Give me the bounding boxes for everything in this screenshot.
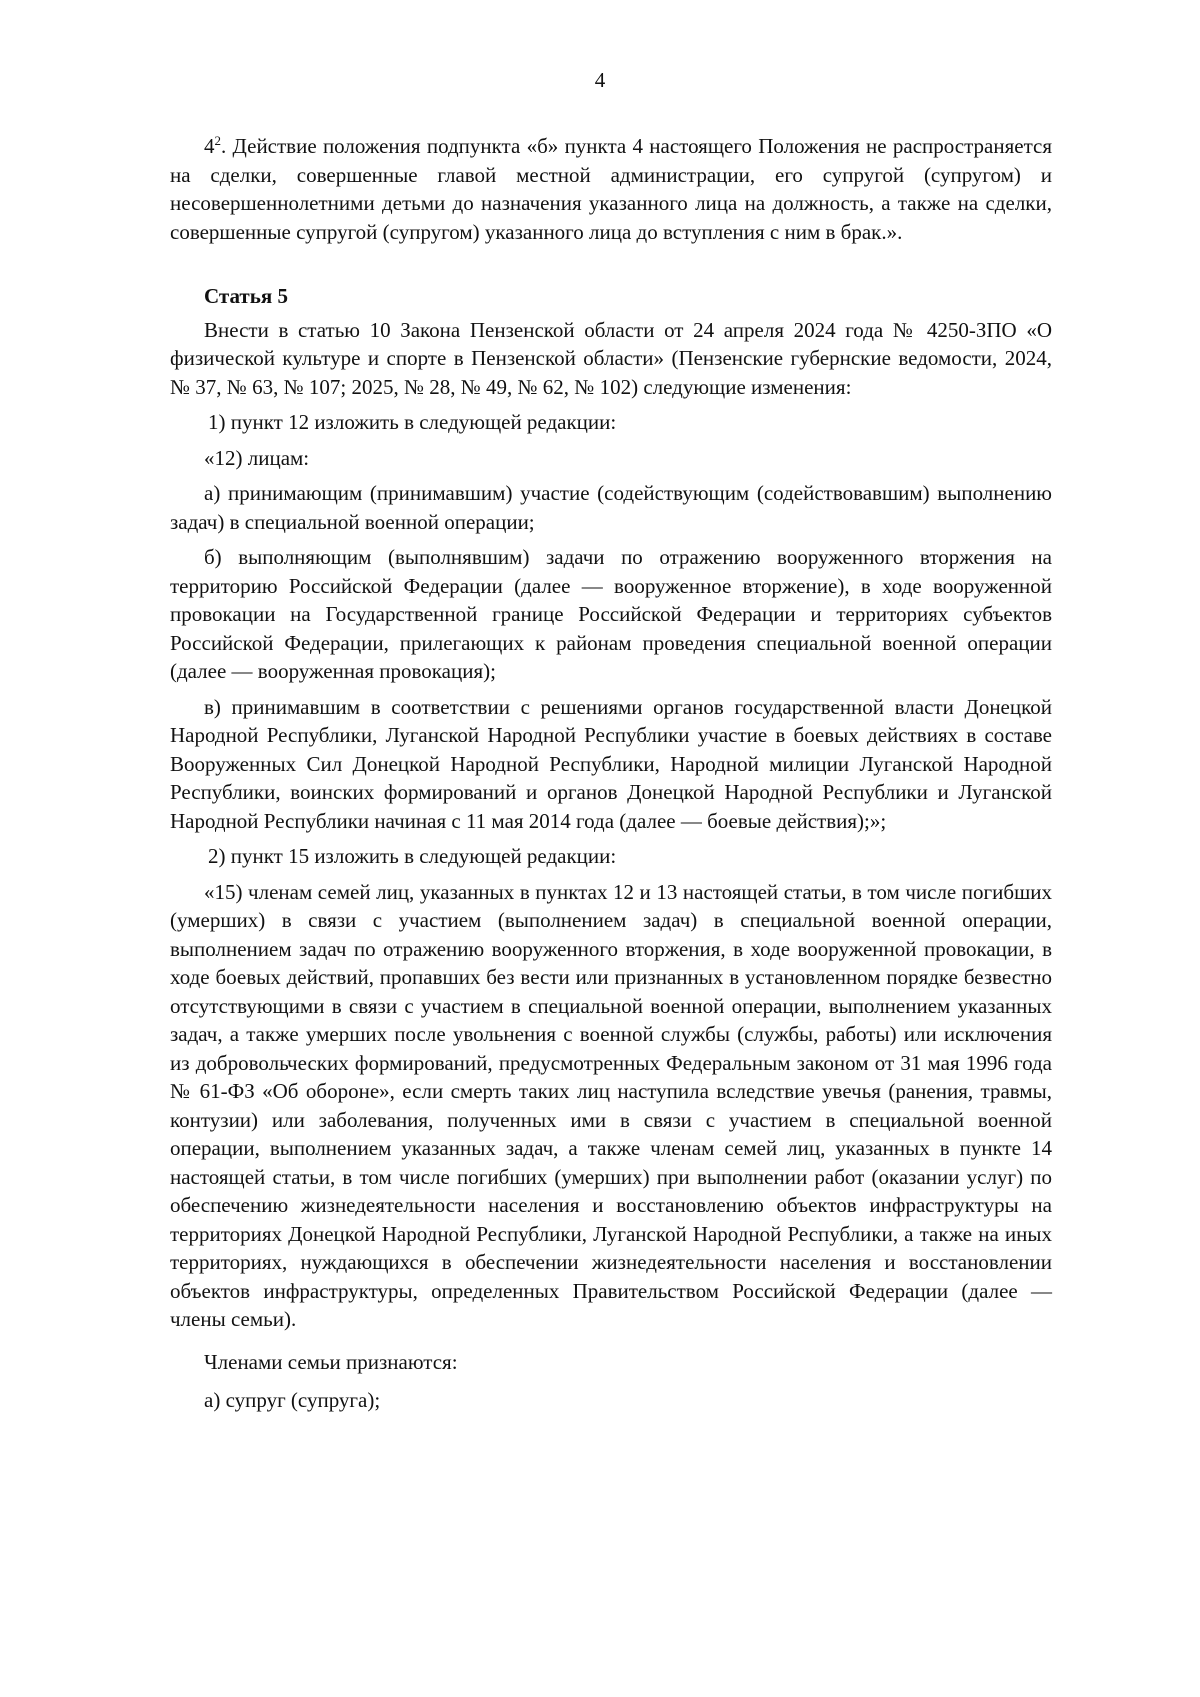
paragraph-text: . Действие положения подпункта «б» пункта 4 настоящего Положения не распространяется на сделки, совершенные главой местной администрации, его супругой (супругом) и несовершеннолетними детьми до назначения указанного лица на должность, а также на сделки, совершенные супругой (супругом) указанного лица до вступления с ним в брак.». <box>170 134 1052 244</box>
family-member-a: а) супруг (супруга); <box>204 1388 381 1412</box>
paragraph-number: 4 <box>204 134 215 158</box>
item-12-intro: «12) лицам: <box>204 445 310 470</box>
document-body <box>170 132 1052 1415</box>
paragraph-4-2 <box>170 132 1052 246</box>
subitem-a: а) принимающим (принимавшим) участие (содействующим (содействовавшим) выполнению задач) в специальной военной операции; <box>170 481 1052 534</box>
page-number: 4 <box>594 68 606 92</box>
paragraph-superscript: 2 <box>214 133 221 148</box>
article-heading: Статья 5 <box>204 284 288 308</box>
item-1: 1) пункт 12 изложить в следующей редакции: <box>208 410 617 434</box>
item-2: 2) пункт 15 изложить в следующей редакции: <box>208 844 617 868</box>
family-members-intro: Членами семьи признаются: <box>204 1349 458 1374</box>
subitem-b: б) выполняющим (выполнявшим) задачи по отражению вооруженного вторжения на территорию Российской Федерации (далее — вооруженное вторжение), в ходе вооруженной провокации на Государственной границе Российской Федерации и территориях субъектов Российской Федерации, прилегающих к районам проведения специальной военной операции (далее — вооруженная провокация); <box>170 545 1052 683</box>
item-15-text: «15) членам семей лиц, указанных в пунктах 12 и 13 настоящей статьи, в том числе погибших (умерших) в связи с участием (выполнением задач) в специальной военной операции, выполнением задач по отражению вооруженного вторжения, в ходе вооруженной провокации, в ходе боевых действий, пропавших без вести или признанных в установленном порядке безвестно отсутствующими в связи с участием в специальной военной операции, выполнением указанных задач, а также умерших после увольнения с военной службы (службы, работы) или исключения из добровольческих формирований, предусмотренных Федеральным законом от 31 мая 1996 года № 61-ФЗ «Об обороне», если смерть таких лиц наступила вследствие увечья (ранения, травмы, контузии) или заболевания, полученных ими в связи с участием в специальной военной операции, выполнением указанных задач, а также членам семей лиц, указанных в пункте 14 настоящей статьи, в том числе погибших (умерших) при выполнении работ (оказании услуг) по обеспечению жизнедеятельности населения и восстановлению объектов инфраструктуры на территориях Донецкой Народной Республики, Луганской Народной Республики, а также на иных территориях, нуждающихся в обеспечении жизнедеятельности населения и восстановлении объектов инфраструктуры, определенных Правительством Российской Федерации (далее — члены семьи). <box>170 879 1052 1331</box>
subitem-v: в) принимавшим в соответствии с решениями органов государственной власти Донецкой Народной Республики, Луганской Народной Республики участие в боевых действиях в составе Вооруженных Сил Донецкой Народной Республики, Народной милиции Луганской Народной Республики, воинских формирований и органов Донецкой Народной Республики и Луганской Народной Республики начиная с 11 мая 2014 года (далее — боевые действия);»; <box>170 694 1052 833</box>
article-intro: Внести в статью 10 Закона Пензенской области от 24 апреля 2024 года № 4250-ЗПО «О физической культуре и спорте в Пензенской области» (Пензенские губернские ведомости, 2024, № 37, № 63, № 107; 2025, № 28, № 49, № 62, № 102) следующие изменения: <box>170 317 1052 399</box>
